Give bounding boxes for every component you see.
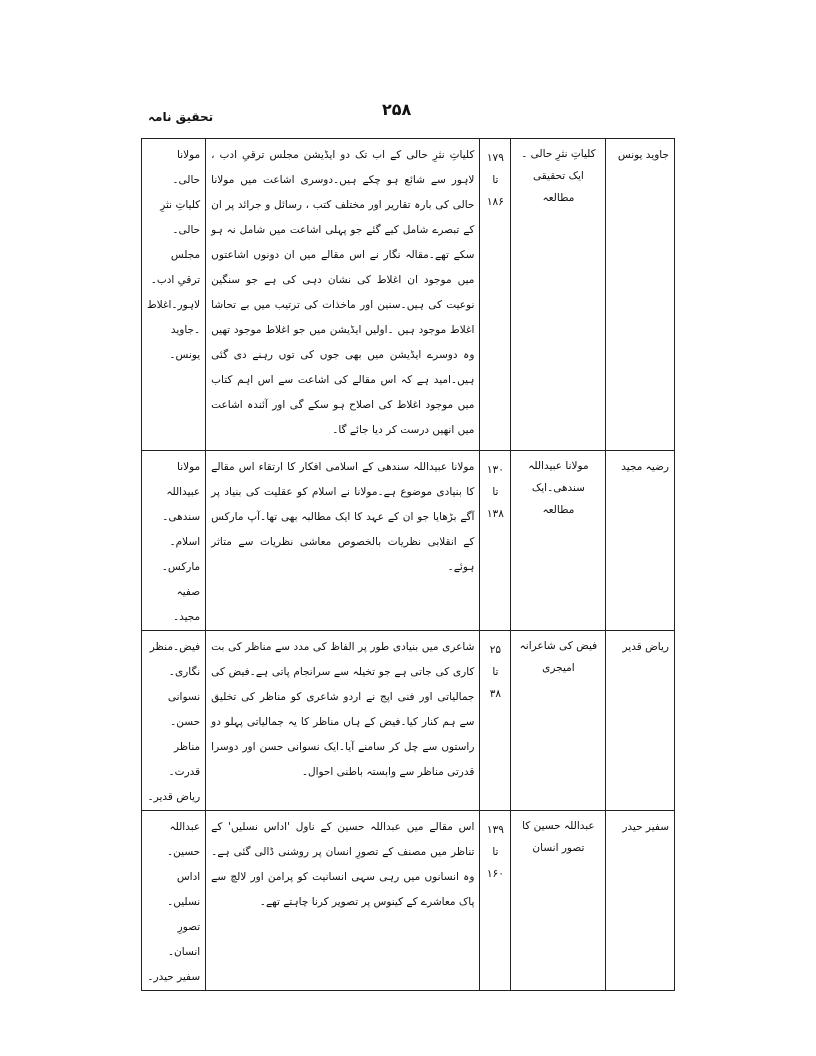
keyword: اداس نسلیں۔ [167,871,201,908]
keyword: کلیاتِ نثرِ حالی۔ [160,199,201,236]
table-row [142,451,675,631]
title-cell: فیض کی شاعرانہ امیجری [511,631,606,811]
summary-cell: شاعری میں بنیادی طور پر الفاظ کی مدد سے مناظر کی بت کاری کی جاتی ہے جو تخیلہ سے سرانجام پاتی ہے۔فیض کی جمالیاتی اور فنی اپج نے اردو شاعری کو مناظر کی تخلیق سے ہم کنار کیا۔فیض کے ہاں مناظر کا یہ جمالیاتی پہلو دو راستوں سے چل کر سامنے آیا۔ایک نسوانی حسن اور دوسرا قدرتی مناظر سے وابستہ باطنی احوال۔ [206,631,480,811]
keyword: تصورِ انسان۔ [167,921,201,958]
research-index-table [141,138,675,991]
page-start: ۱۳۰ [486,464,504,476]
page-start: ۲۵ [489,644,502,656]
summary-cell: مولانا عبیداللہ سندھی کے اسلامی افکار کا ارتقاء اس مقالے کا بنیادی موضوع ہے۔مولانا نے اسلام کو عقلیت کی بنیاد پر آگے بڑھایا جو ان کے عہد کا ایک مطالبہ بھی تھا۔آپ مارکس کے انقلابی نظریات بالخصوص معاشی نظریات سے متاثر ہوئے۔ [206,451,480,631]
page-to: تا [492,486,499,498]
author-cell: رضیہ مجید [606,451,675,631]
keyword: مولانا حالی۔ [172,149,201,186]
keyword: ریاض قدیر۔ [147,791,201,803]
page-start: ۱۷۹ [486,152,504,164]
pages-cell [480,631,511,811]
keyword: سندھی۔اسلام۔ [162,511,201,548]
keyword: سفیر حیدر۔ [147,971,201,983]
keywords-cell [142,631,206,811]
author-cell: جاوید یونس [606,139,675,451]
keywords-cell [142,139,206,451]
journal-title: تحقیق نامہ [148,110,214,124]
keyword: عبداللہ حسین۔ [167,821,201,858]
page-to: تا [492,174,499,186]
keyword: مجلس ترقیِ ادب۔ [150,249,201,286]
summary-cell: کلیاتِ نثرِ حالی کے اب تک دو ایڈیشن مجلس ترقیِ ادب ، لاہور سے شائع ہو چکے ہیں۔دوسری اشاعت میں مولانا حالی کی بارہ تقاریر اور مختلف کتب ، رسائل و جرائد پر ان کے تبصرے شامل کیے گئے جو پہلی اشاعت میں شامل نہ ہو سکے تھے۔مقالہ نگار نے اس مقالے میں ان دونوں اشاعتوں میں موجود ان اغلاط کی نشان دہی کی ہے جو سنگین نوعیت کی ہیں۔سنین اور ماخذات کی ترتیب میں بے تحاشا اغلاط موجود ہیں ۔اولیں ایڈیشن میں جو اغلاط موجود تھیں وہ دوسرے ایڈیشن میں بھی جوں کی توں رہنے دی گئی ہیں۔امید ہے کہ اس مقالے کی اشاعت سے اس اہم کتاب میں موجود اغلاط کی اصلاح ہو سکے گی اور آئندہ اشاعت میں انھیں درست کر دیا جائے گا۔ [206,139,480,451]
table-row [142,139,675,451]
page-end: ۳۸ [489,688,502,700]
page-end: ۱۶۰ [486,868,504,880]
keyword: فیض۔منظر [149,641,201,653]
keywords-cell [142,451,206,631]
author-cell: ریاض قدیر [606,631,675,811]
page-to: تا [492,846,499,858]
keyword: قدرت۔ [168,766,201,778]
keyword: نگاری۔نسوانی [167,666,201,703]
page-number: ۲۵۸ [382,100,412,119]
title-cell: کلیاتِ نثرِ حالی ۔ایک تحقیقی مطالعہ [511,139,606,451]
keyword: حسن۔مناظر [170,716,201,753]
keyword: لاہور۔اغلاط [147,299,201,311]
table-row [142,811,675,991]
page-start: ۱۳۹ [486,824,504,836]
pages-cell [480,811,511,991]
summary-cell: اس مقالے میں عبداللہ حسین کے ناول 'اداس نسلیں' کے تناظر میں مصنف کے تصورِ انسان پر روشنی ڈالی گئی ہے۔وہ انسانوں میں رہی سہی انسانیت کو پرامن اور لالچ سے پاک معاشرے کے کینوس پر تصویر کرنا چاہتے تھے۔ [206,811,480,991]
keyword: مارکس۔ [161,561,201,573]
page-to: تا [492,666,499,678]
keyword: مولانا عبیداللہ [166,461,201,498]
author-cell: سفیر حیدر [606,811,675,991]
keywords-cell [142,811,206,991]
title-cell: عبداللہ حسین کا تصور انسان [511,811,606,991]
keyword: ۔جاوید یونس۔ [169,324,201,361]
title-cell: مولانا عبیداللہ سندھی۔ایک مطالعہ [511,451,606,631]
table-row [142,631,675,811]
keyword: صفیہ مجید۔ [172,586,201,623]
page-end: ۱۸۶ [486,196,504,208]
pages-cell [480,139,511,451]
pages-cell [480,451,511,631]
page-end: ۱۳۸ [486,508,504,520]
